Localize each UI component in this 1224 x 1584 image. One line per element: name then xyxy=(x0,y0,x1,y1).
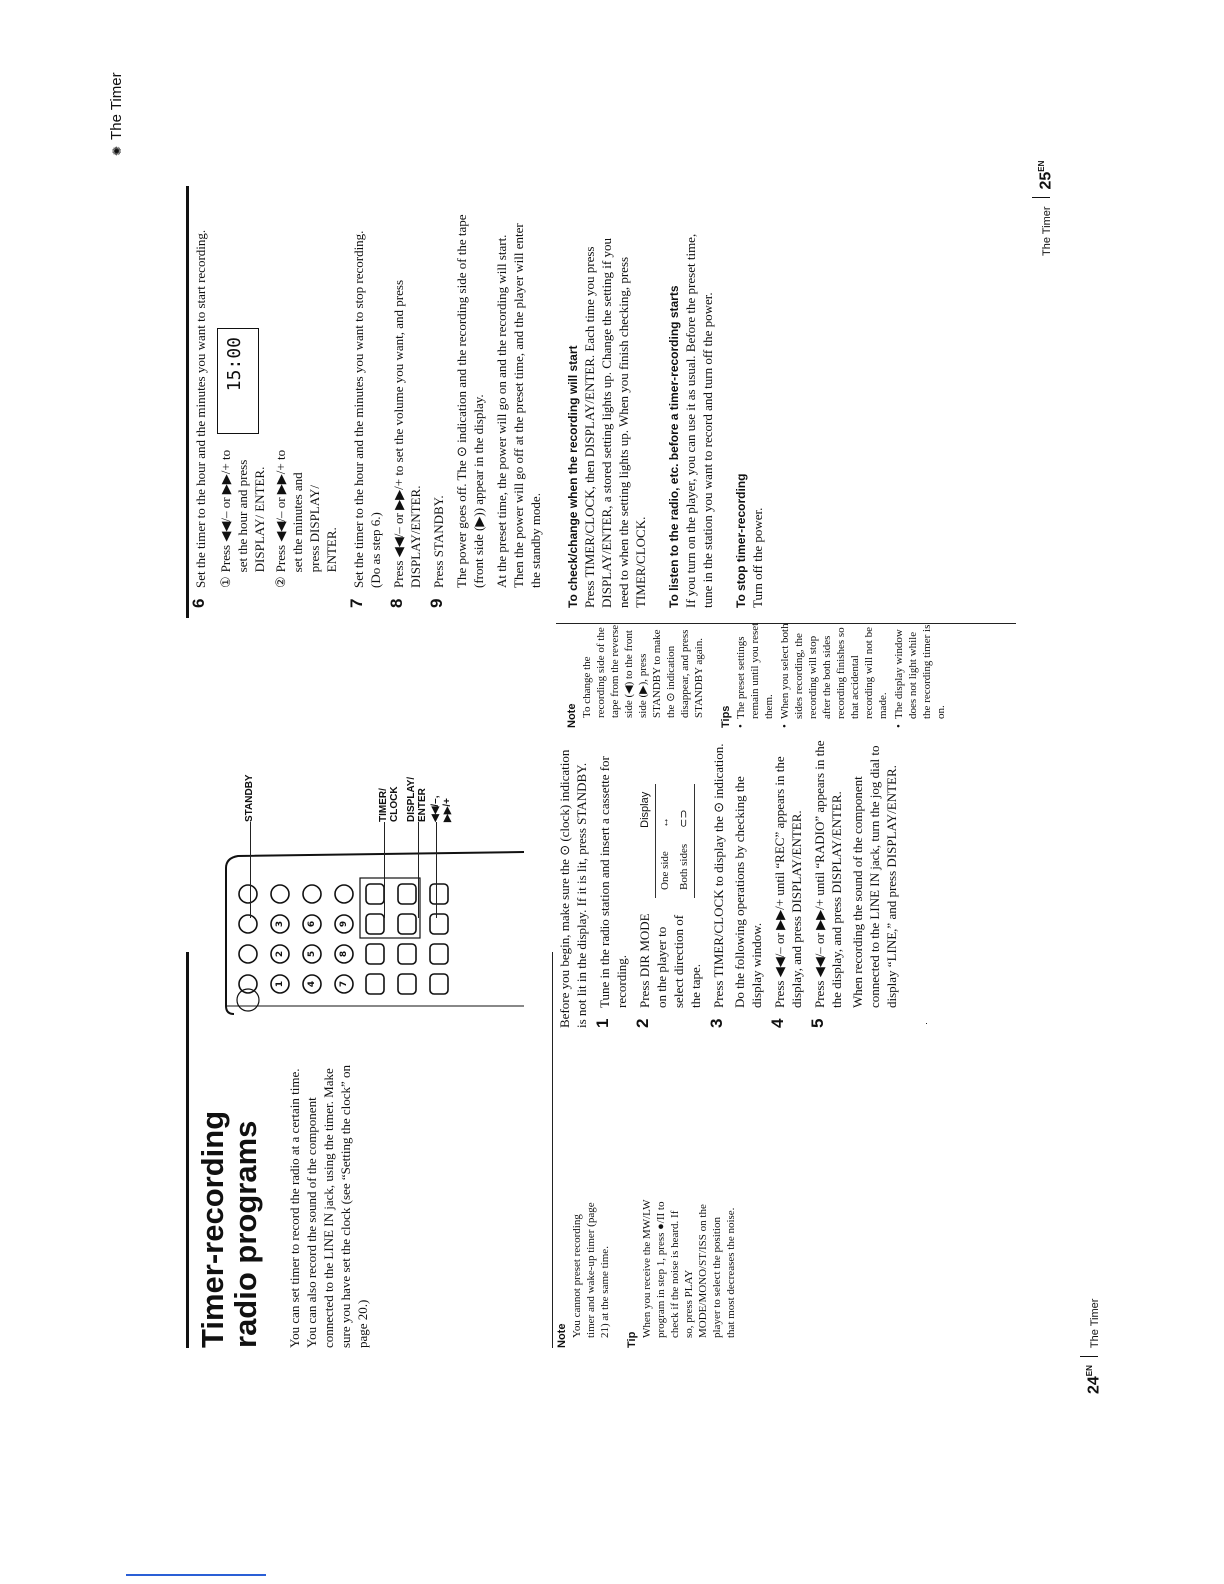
step-3-extra: Do the following operations by checking the display window. xyxy=(732,776,764,1008)
footer-divider xyxy=(1080,1356,1098,1357)
step-6-text: Set the timer to the hour and the minutes you want to start recording. xyxy=(193,229,208,588)
timer-icon: ✺ xyxy=(109,145,124,156)
sub-marker: ① xyxy=(218,576,233,588)
right-top-rule xyxy=(186,181,187,184)
step-6 xyxy=(189,212,344,608)
svg-text:2: 2 xyxy=(275,950,285,958)
left-footer-section: The Timer xyxy=(1089,1298,1101,1349)
left-sidebar xyxy=(556,1198,738,1348)
tip-item: • The display window does not light while the recording timer is on. xyxy=(892,618,948,728)
direction-table xyxy=(636,784,695,898)
check-text: Press TIMER/CLOCK, then DISPLAY/ENTER. Each time you press DISPLAY/ENTER, a stored setting lights up. Change the setting if you need to when the setting lights up. When you finish checking, press TIMER/CLOCK. xyxy=(582,238,648,608)
svg-text:8: 8 xyxy=(339,950,349,958)
listen-section xyxy=(667,212,716,608)
right-header xyxy=(108,72,125,156)
display-window-illustration xyxy=(217,328,259,434)
direction-row-label: Both sides xyxy=(675,836,695,898)
label-ff: ▶▶/+ xyxy=(442,798,453,822)
direction-row-display: ⊂⊃ xyxy=(675,784,695,836)
step-8 xyxy=(387,212,424,608)
direction-row-label: One side xyxy=(659,851,671,890)
step-5-extra: When recording the sound of the component connected to the LINE IN jack, turn the jog dial to display “LINE,” and press DISPLAY/ENTER. xyxy=(850,745,899,1008)
svg-text:3: 3 xyxy=(275,920,285,928)
right-footer xyxy=(1032,161,1055,256)
sub-marker: ② xyxy=(273,576,288,588)
page-title-line2: radio programs xyxy=(228,1120,263,1348)
direction-table-blank xyxy=(636,836,656,898)
label-standby: STANDBY xyxy=(244,774,255,822)
step-6-sub-1-text: Press ◀◀/– or ▶▶/+ to set the hour and press DISPLAY/ ENTER. xyxy=(218,449,267,573)
step-6-subs xyxy=(213,212,344,588)
left-section-rule xyxy=(552,952,553,1348)
step-9-extra-1: The power goes off. The ⊙ indication and the recording side of the tape (front side (▶)) appear in the display. xyxy=(454,214,486,588)
scan-edge-line xyxy=(126,1574,266,1576)
step-2-number: 2 xyxy=(633,1018,652,1028)
step-2-text: Press DIR MODE on the player to select direction of the tape. xyxy=(637,913,703,1008)
step-7-text: Set the timer to the hour and the minutes you want to stop recording. (Do as step 6.) xyxy=(351,230,383,588)
right-note-heading: Note xyxy=(566,703,578,728)
step-3-number: 3 xyxy=(707,1018,726,1028)
step-4-text: Press ◀◀/– or ▶▶/+ until “REC” appears in the display, and press DISPLAY/ENTER. xyxy=(772,756,804,1008)
tip-heading: Tip xyxy=(626,1331,638,1348)
right-sidebar xyxy=(566,618,950,728)
direction-row-display: ↔ xyxy=(659,816,671,828)
step-9-text: Press STANDBY. xyxy=(431,495,446,588)
title-bar-rule xyxy=(186,952,189,1348)
step-6-sub-2 xyxy=(272,448,340,588)
right-title-rule xyxy=(186,186,189,618)
standby-leader xyxy=(250,822,251,918)
tip-item: • The preset settings remain until you reset them. xyxy=(734,618,776,728)
right-footer-section: The Timer xyxy=(1041,206,1053,256)
remote-control-drawing xyxy=(224,828,534,1018)
step-3 xyxy=(707,738,765,1028)
step-8-text: Press ◀◀/– or ▶▶/+ to set the volume you want, and press DISPLAY/ENTER. xyxy=(391,279,423,588)
step-1 xyxy=(593,738,630,1028)
stop-title: To stop timer-recording xyxy=(734,473,748,608)
left-steps xyxy=(556,738,906,1028)
step-8-number: 8 xyxy=(387,598,406,608)
right-header-title: The Timer xyxy=(108,72,125,140)
display-enter-leader xyxy=(418,822,419,918)
step-1-text: Tune in the radio station and insert a cassette for recording. xyxy=(597,756,629,1008)
step-4 xyxy=(768,738,805,1028)
step-5-number: 5 xyxy=(808,1018,827,1028)
step-4-number: 4 xyxy=(768,1018,787,1028)
step-6-sub-list xyxy=(213,448,344,588)
right-note-text: To change the recording side of the tape from the reverse side (◀) to the front side (▶), press STANDBY to make the ⊙ indication disappear, and press STANDBY again. xyxy=(581,624,705,718)
step-9-extra-2: At the preset time, the power will go on and the recording will start. Then the power will go off at the preset time, and the player will enter the standby mode. xyxy=(494,223,543,588)
step-2 xyxy=(633,738,704,1028)
before-begin-text: Before you begin, make sure the ⊙ (clock) indication is not lit in the display. If it is lit, press STANDBY. xyxy=(557,749,589,1028)
svg-text:1: 1 xyxy=(275,980,285,988)
label-rew: ◀◀/–, xyxy=(430,795,441,822)
svg-text:4: 4 xyxy=(307,980,317,988)
step-1-number: 1 xyxy=(593,1018,612,1028)
left-footer xyxy=(1080,1299,1103,1394)
listen-title: To listen to the radio, etc. before a timer-recording starts xyxy=(667,285,681,608)
check-section xyxy=(566,212,649,608)
tip-item: • When you select both sides recording, the recording will stop after the both sides recording finishes so that accidental recording will not be made. xyxy=(778,618,890,728)
step-3-text: Press TIMER/CLOCK to display the ⊙ indication. xyxy=(711,743,726,1008)
step-9-number: 9 xyxy=(427,598,446,608)
remote-illustration xyxy=(224,688,453,1018)
step-6-number: 6 xyxy=(189,598,208,608)
stop-section xyxy=(734,212,766,608)
tips-list xyxy=(734,618,948,728)
step-7-number: 7 xyxy=(347,598,366,608)
step-5-text: Press ◀◀/– or ▶▶/+ until “RADIO” appears in the the display, and press DISPLAY/ENTER. xyxy=(812,740,844,1008)
stop-text: Turn off the power. xyxy=(750,507,765,608)
listen-text: If you turn on the player, you can use it as usual. Before the preset time, tune in the station you want to record and turn off the power. xyxy=(683,233,715,608)
direction-table-col-display: Display xyxy=(636,784,656,836)
footer-divider xyxy=(1032,197,1050,198)
display-readout: 15:00 xyxy=(224,337,245,392)
tips-heading: Tips xyxy=(720,705,732,728)
step-6-sub-2-text: Press ◀◀/– or ▶▶/+ to set the minutes and press DISPLAY/ ENTER. xyxy=(273,449,339,573)
right-page-number: $25^{EN}$ xyxy=(1036,160,1054,190)
check-title: To check/change when the recording will start xyxy=(566,345,580,608)
step-5 xyxy=(808,738,900,1028)
note-heading: Note xyxy=(556,1323,568,1348)
right-section-rule xyxy=(926,1023,927,1024)
step-7 xyxy=(347,212,384,608)
left-page-number: $24^{EN}$ xyxy=(1084,1365,1102,1394)
svg-text:9: 9 xyxy=(339,920,349,928)
step-6-sub-1 xyxy=(217,448,268,588)
page-title-line1: Timer-recording xyxy=(195,1110,230,1348)
tip-text: When you receive the MW/LW program in step 1, press ●/II to check if the noise is heard. If so, press PLAY MODE/MONO/ST/ISS on the player to select the position that most decreases the noise. xyxy=(641,1199,737,1338)
page-title xyxy=(196,1111,262,1348)
rew-ff-leader xyxy=(436,822,437,918)
intro-text: You can set timer to record the radio at a certain time. You can also record the sound of the component connected to the LINE IN jack, using the timer. Make sure you have set the clock (see “Setting the clock” on page 20.) xyxy=(287,1064,370,1348)
svg-text:7: 7 xyxy=(339,980,349,988)
step-9 xyxy=(427,212,544,608)
label-display-enter: DISPLAY/ ENTER xyxy=(406,776,428,822)
right-steps xyxy=(189,212,766,608)
svg-text:5: 5 xyxy=(307,950,317,958)
timer-clock-leader xyxy=(384,822,385,918)
label-timer-clock: TIMER/ CLOCK xyxy=(378,786,400,822)
note-text: You cannot preset recording timer and wake-up timer (page 21) at the same time. xyxy=(571,1202,611,1338)
svg-text:6: 6 xyxy=(307,920,317,928)
